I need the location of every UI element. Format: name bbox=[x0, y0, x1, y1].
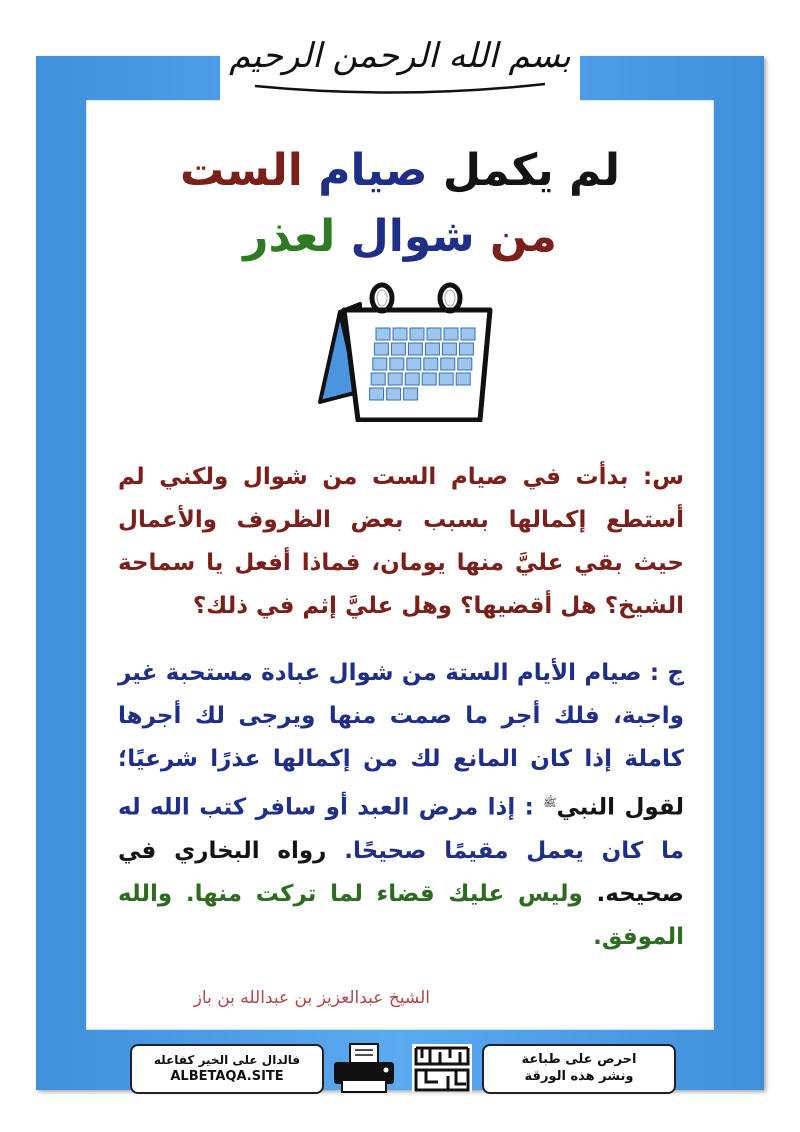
hadith-source: رواه البخاري في صحيحه. bbox=[118, 837, 684, 907]
calendar-cell bbox=[456, 373, 470, 385]
basmala-flourish bbox=[250, 78, 550, 98]
calendar-cell bbox=[391, 343, 405, 355]
printer-icon bbox=[328, 1040, 400, 1096]
calendar-cell bbox=[404, 388, 418, 400]
calendar-cell bbox=[461, 328, 475, 340]
calendar-cell bbox=[371, 373, 385, 385]
title-word: شوال bbox=[350, 211, 475, 262]
calendar-cell bbox=[393, 328, 407, 340]
calendar-cell bbox=[441, 358, 455, 370]
calendar-cell bbox=[422, 373, 436, 385]
title-word: الست bbox=[179, 145, 303, 196]
calendar-cell bbox=[390, 358, 404, 370]
website-link[interactable]: ALBETAQA.SITE bbox=[170, 1069, 284, 1084]
title-word: يكمل bbox=[442, 145, 554, 196]
title-line-2 bbox=[120, 204, 680, 270]
proverb-text: فالدال على الخير كفاعله bbox=[153, 1053, 301, 1067]
calendar-cell bbox=[370, 388, 384, 400]
question-paragraph: س: بدأت في صيام الست من شوال ولكني لم أستطع إكمالها بسبب بعض الظروف والأعمال حيث بقي عليَّ منها يومان، فماذا أفعل يا سماحة الشيخ؟ هل أقضيها؟ وهل عليَّ إثم في ذلك؟ bbox=[118, 464, 684, 619]
title-line-1 bbox=[120, 138, 680, 204]
calendar-cell bbox=[458, 358, 472, 370]
peace-be-upon-him: ﷺ bbox=[543, 796, 557, 809]
print-prompt-box bbox=[482, 1044, 676, 1094]
answer-conclusion: وليس عليك قضاء لما تركت منها. والله الموفق. bbox=[118, 880, 684, 950]
print-prompt-line1: احرص على طباعة bbox=[521, 1052, 637, 1067]
calendar-cell bbox=[442, 343, 456, 355]
calendar-cell bbox=[427, 328, 441, 340]
answer-text: لقول النبي bbox=[556, 794, 685, 821]
calendar-cell bbox=[459, 343, 473, 355]
basmala-text: بسم الله الرحمن الرحيم bbox=[229, 36, 571, 76]
calendar-cell bbox=[374, 343, 388, 355]
calendar-cell bbox=[373, 358, 387, 370]
title-word: لم bbox=[569, 145, 621, 196]
calendar-cell bbox=[410, 328, 424, 340]
calendar-cell bbox=[387, 388, 401, 400]
sheikh-name: الشيخ عبدالعزيز بن عبدالله بن باز bbox=[193, 988, 430, 1008]
calendar-cell bbox=[405, 373, 419, 385]
calendar-cell bbox=[424, 358, 438, 370]
title-word: من bbox=[490, 211, 557, 262]
calendar-cell bbox=[439, 373, 453, 385]
calendar-icon bbox=[300, 282, 500, 422]
calendar-cell bbox=[425, 343, 439, 355]
page-title bbox=[120, 138, 680, 270]
albetaqa-logo bbox=[408, 1040, 476, 1096]
hadith-text: : إذا مرض العبد أو سافر كتب الله له ما كان يعمل مقيمًا صحيحًا. bbox=[118, 794, 684, 864]
website-box bbox=[130, 1044, 324, 1094]
title-word: صيام bbox=[318, 145, 428, 196]
calendar-cell bbox=[376, 328, 390, 340]
answer-text: ج : صيام الأيام الستة من شوال عبادة مستحبة غير واجبة، فلك أجر ما صمت منها ويرجى لك أجرها كاملة إذا كان المانع لك من إكمالها عذرًا شرعيًا؛ bbox=[118, 660, 684, 772]
calendar-cell bbox=[408, 343, 422, 355]
title-word: لعذر bbox=[243, 211, 336, 262]
footer-bar bbox=[130, 1040, 674, 1098]
calendar-cell bbox=[444, 328, 458, 340]
print-prompt-line2: ونشر هذه الورقة bbox=[524, 1069, 634, 1084]
basmala-header bbox=[220, 8, 580, 104]
answer-paragraph bbox=[118, 652, 684, 959]
calendar-cell bbox=[407, 358, 421, 370]
calendar-cell bbox=[388, 373, 402, 385]
